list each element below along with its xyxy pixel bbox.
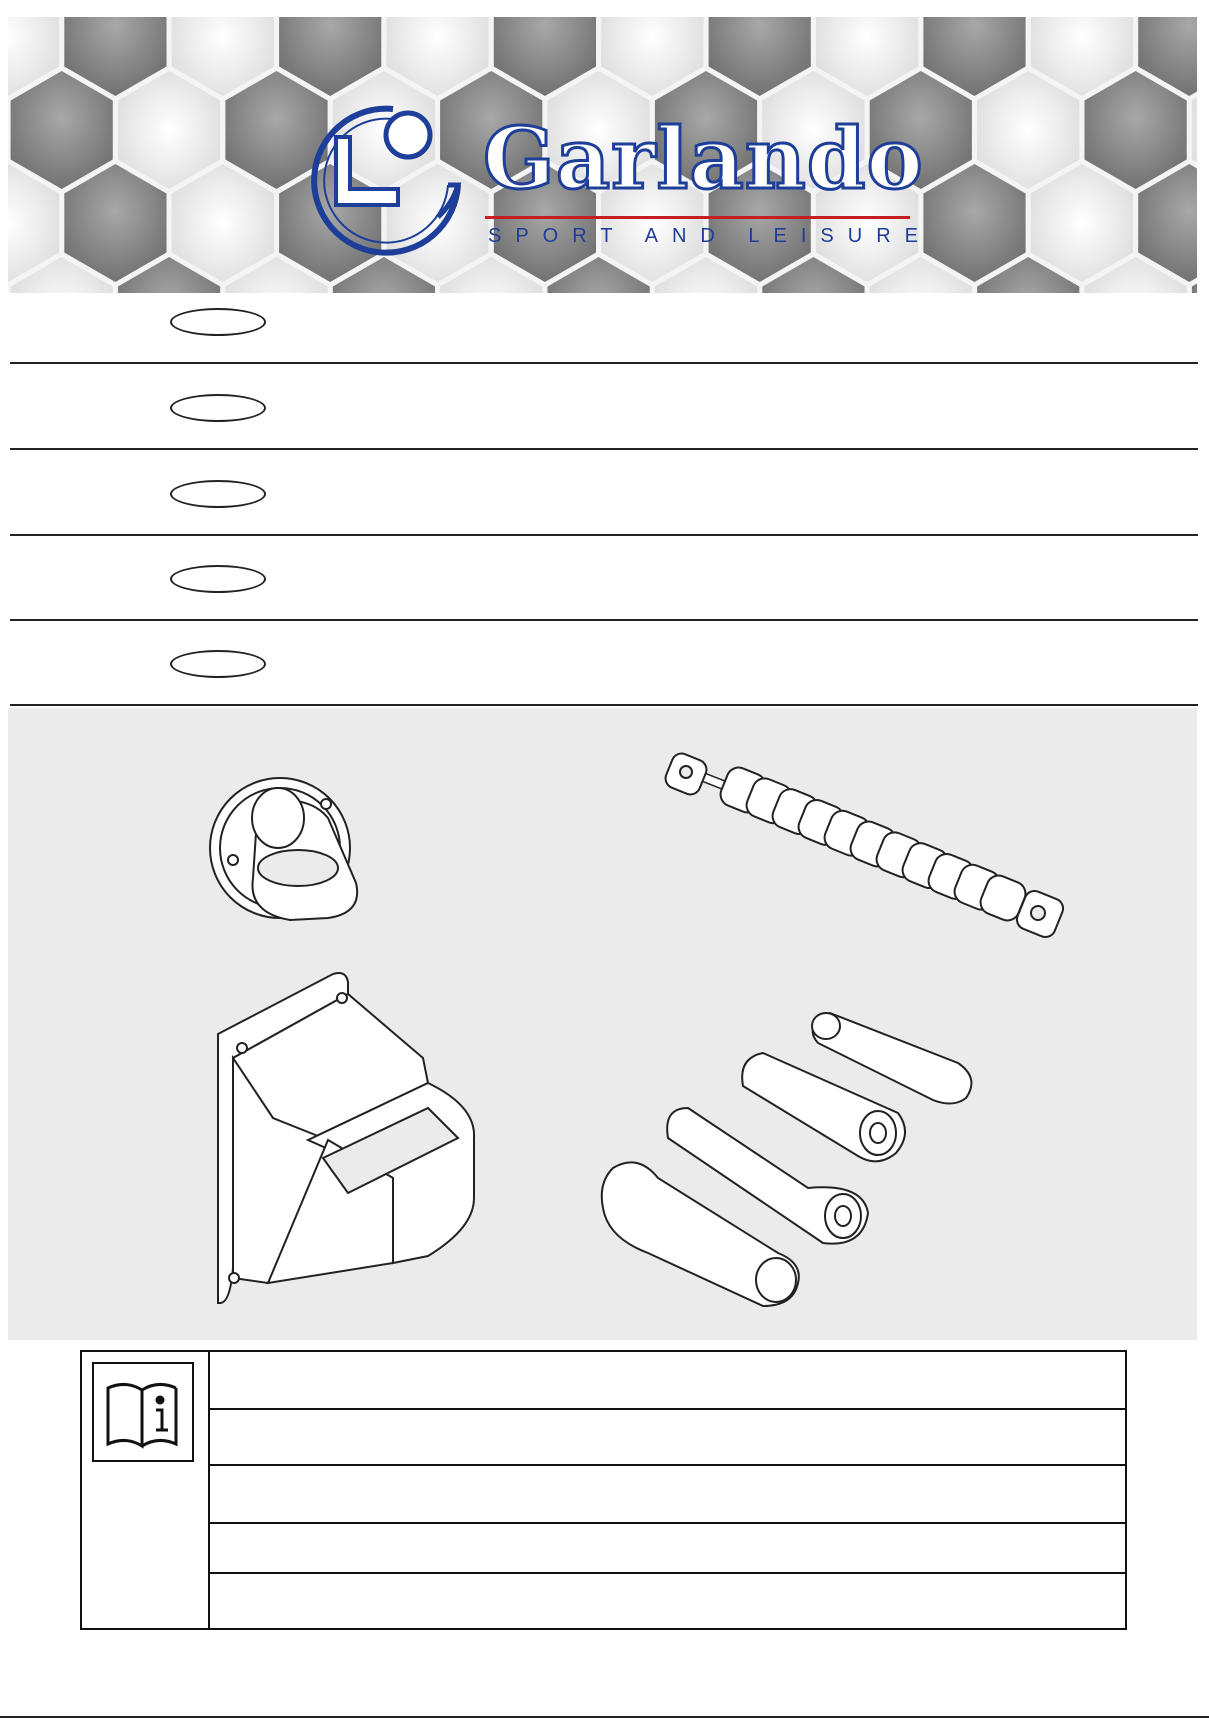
brand-name: Garlando (483, 109, 924, 208)
hexagon-tile (64, 164, 166, 282)
info-row (210, 1352, 1125, 1410)
ball-return-icon (218, 973, 474, 1303)
hexagon-tile (1085, 71, 1187, 189)
info-row (210, 1524, 1125, 1574)
hexagon-tile (172, 164, 274, 282)
language-row (10, 535, 1198, 621)
header-banner (8, 17, 1197, 293)
language-row (10, 620, 1198, 706)
language-badge (170, 394, 266, 422)
language-row (10, 364, 1198, 450)
hexagon-tile (977, 71, 1079, 189)
hexagon-tile (118, 71, 220, 189)
language-badge (170, 480, 266, 508)
hexagon-tile (923, 164, 1025, 282)
language-row (10, 450, 1198, 536)
footer-rule (0, 1716, 1209, 1718)
info-row (210, 1574, 1125, 1630)
brand-underline (485, 216, 910, 219)
language-badge (170, 308, 266, 336)
info-row (210, 1410, 1125, 1466)
info-table (80, 1350, 1127, 1630)
info-row (210, 1466, 1125, 1524)
product-illustration-panel (8, 708, 1197, 1340)
language-badge (170, 650, 266, 678)
hexagon-tile (11, 71, 113, 189)
language-row (10, 278, 1198, 364)
brand-tagline: SPORT AND LEISURE (488, 225, 932, 247)
hexagon-tile (1031, 164, 1133, 282)
rod-end-hole (1031, 906, 1045, 920)
rod-end-hole (680, 766, 692, 778)
bearing-sleeve-icon (210, 778, 357, 920)
handle-grips-icon (602, 1013, 972, 1306)
info-icon-cell (82, 1352, 210, 1628)
garlando-logo (298, 97, 938, 277)
player-rod-icon (663, 751, 1066, 940)
manual-info-icon (92, 1362, 194, 1462)
garlando-gl-logo-icon (298, 97, 478, 257)
language-badge (170, 565, 266, 593)
